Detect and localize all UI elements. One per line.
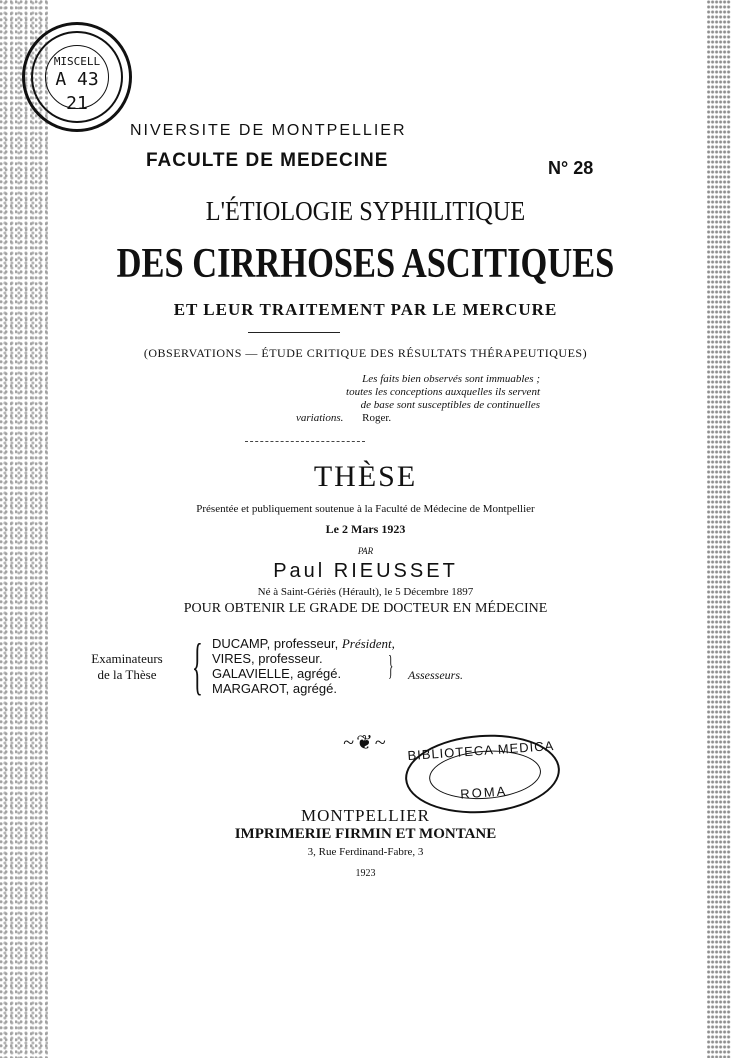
- examiner-name: MARGAROT: [212, 681, 286, 696]
- examiner-role: , agrégé.: [285, 681, 337, 696]
- author-birth: Né à Saint-Gériès (Hérault), le 5 Décembre 1897: [257, 586, 474, 598]
- thesis-number: N° 28: [548, 158, 594, 178]
- ornament: ~❦~: [343, 732, 388, 754]
- examiners-list: [212, 636, 395, 696]
- examiners-label: [62, 651, 192, 683]
- presentation-line: Présentée et publiquement soutenue à la Faculté de Médecine de Montpellier: [196, 503, 535, 515]
- examiner-row: [212, 681, 395, 696]
- title-line-1: L'ÉTIOLOGIE SYPHILITIQUE: [205, 196, 526, 226]
- stamp-oval-bottom: ROMA: [459, 783, 508, 802]
- section-divider: [245, 441, 365, 442]
- examiner-row: [212, 651, 395, 666]
- stamp-shelf-number: 21: [66, 93, 88, 114]
- these-heading: THÈSE: [313, 460, 418, 493]
- stamp-shelf-code: A 43: [55, 69, 99, 90]
- author-name: Paul RIEUSSET: [273, 560, 458, 582]
- faculty-name: FACULTE DE MEDECINE: [146, 150, 389, 171]
- assessors-label: Assesseurs.: [408, 668, 464, 682]
- defense-date: Le 2 Mars 1923: [325, 522, 406, 536]
- examiner-role: , professeur.: [251, 651, 323, 666]
- stamp-shelf-label: MISCELL: [53, 55, 101, 68]
- examiner-title: Président,: [341, 636, 395, 651]
- subtitle: (OBSERVATIONS — ÉTUDE CRITIQUE DES RÉSULTATS THÉRAPEUTIQUES): [143, 346, 588, 360]
- title-line-3: ET LEUR TRAITEMENT PAR LE MERCURE: [173, 300, 558, 319]
- imprint-city: MONTPELLIER: [300, 806, 431, 825]
- examiner-row: [212, 636, 395, 651]
- epigraph-line: variations.: [296, 412, 344, 424]
- title-rule: [248, 332, 340, 333]
- examiners-label-line: de la Thèse: [97, 667, 157, 682]
- degree-line: POUR OBTENIR LE GRADE DE DOCTEUR EN MÉDECINE: [183, 601, 548, 616]
- examiner-row: [212, 666, 395, 681]
- examiners-brace: {: [192, 630, 203, 701]
- stamp-oval-top: BIBLIOTECA MEDICA: [406, 737, 555, 764]
- examiners-label-line: Examinateurs: [91, 651, 163, 666]
- examiner-name: DUCAMP: [212, 636, 267, 651]
- examiner-role: , professeur,: [266, 636, 342, 651]
- imprint-printer: IMPRIMERIE FIRMIN ET MONTANE: [234, 826, 497, 842]
- university-name: NIVERSITE DE MONTPELLIER: [130, 122, 407, 139]
- par-label: PAR: [357, 546, 374, 556]
- examiner-name: GALAVIELLE: [212, 666, 290, 681]
- epigraph-line: toutes les conceptions auxquelles ils servent: [346, 386, 540, 398]
- imprint-year: 1923: [355, 868, 376, 879]
- examiner-name: VIRES: [212, 651, 252, 666]
- epigraph-line: de base sont susceptibles de continuelles: [360, 399, 540, 411]
- epigraph-author: Roger.: [362, 412, 392, 424]
- title-line-2: DES CIRRHOSES ASCITIQUES: [116, 241, 615, 287]
- examiner-role: , agrégé.: [289, 666, 342, 681]
- assessors-brace: }: [388, 651, 394, 682]
- epigraph: [280, 373, 540, 425]
- epigraph-line: Les faits bien observés sont immuables ;: [362, 373, 540, 385]
- imprint-address: 3, Rue Ferdinand-Fabre, 3: [307, 846, 424, 858]
- library-stamp: [22, 22, 132, 132]
